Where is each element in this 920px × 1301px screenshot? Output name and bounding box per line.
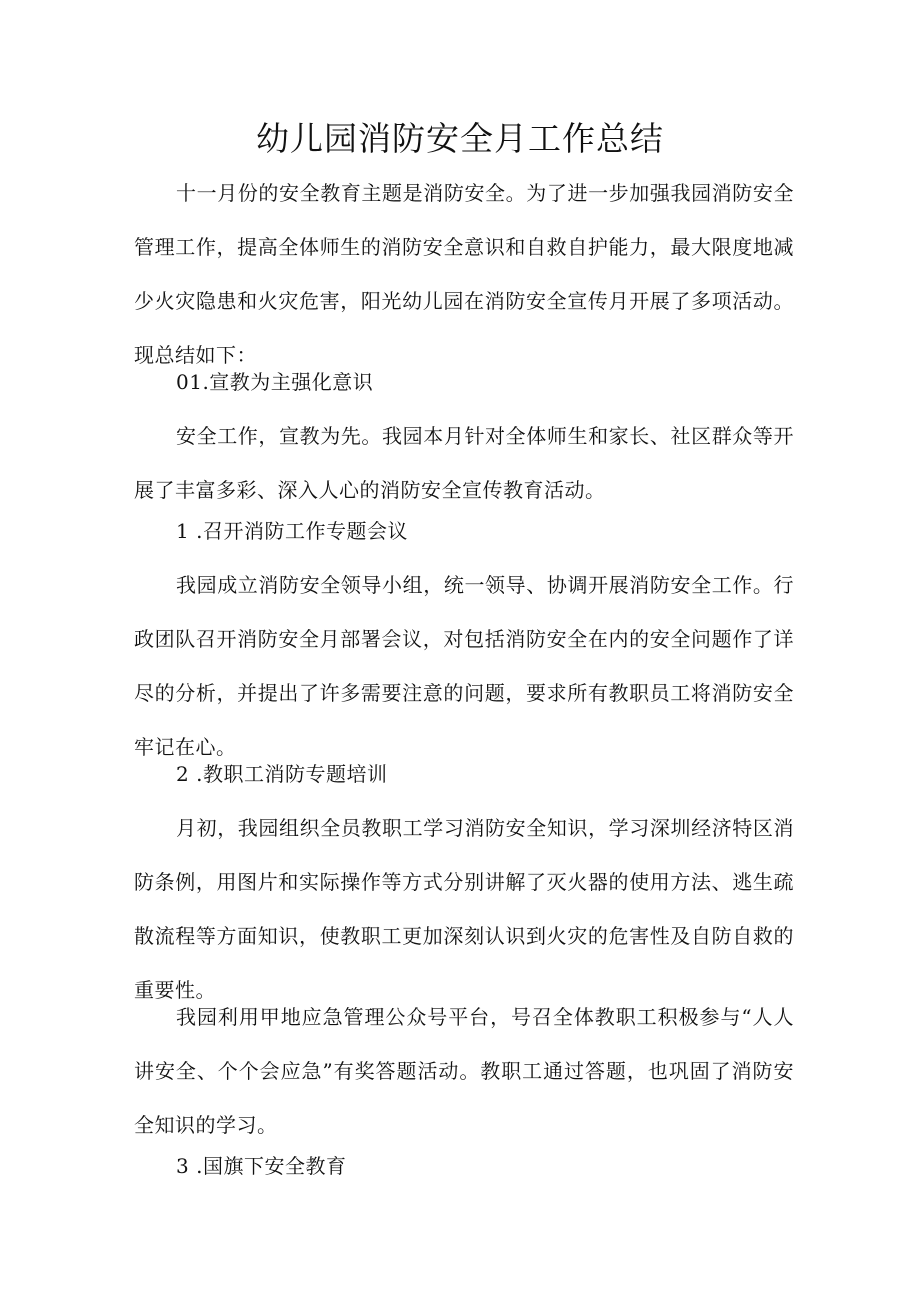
intro-paragraph: 十一月份的安全教育主题是消防安全。为了进一步加强我园消防安全管理工作，提高全体师生的消防安全意识和自救自护能力，最大限度地减少火灾隐患和火灾危害，阳光幼儿园在消防安全宣传月开展了多项活动。现总结如下： [134, 181, 794, 367]
subsection-2-paragraph-1: 月初，我园组织全员教职工学习消防安全知识，学习深圳经济特区消防条例，用图片和实际操作等方式分别讲解了灭火器的使用方法、逃生疏散流程等方面知识，使教职工更加深刻认识到火灾的危害性及自防自救的重要性。 [134, 816, 794, 1002]
section-01-paragraph: 安全工作，宣教为先。我园本月针对全体师生和家长、社区群众等开展了丰富多彩、深入人心的消防安全宣传教育活动。 [134, 424, 794, 502]
section-heading-01: 01.宣教为主强化意识 [176, 370, 374, 394]
subsection-2-paragraph-2: 我园利用甲地应急管理公众号平台，号召全体教职工积极参与“人人讲安全、个个会应急”有奖答题活动。教职工通过答题，也巩固了消防安全知识的学习。 [134, 1005, 794, 1137]
subsection-heading-3: 3 .国旗下安全教育 [176, 1154, 347, 1178]
document-title: 幼儿园消防安全月工作总结 [256, 119, 664, 158]
subsection-heading-2: 2 .教职工消防专题培训 [176, 762, 388, 786]
subsection-heading-1: 1 .召开消防工作专题会议 [176, 519, 408, 543]
subsection-1-paragraph: 我园成立消防安全领导小组，统一领导、协调开展消防安全工作。行政团队召开消防安全月部署会议，对包括消防安全在内的安全问题作了详尽的分析，并提出了许多需要注意的问题，要求所有教职员工将消防安全牢记在心。 [134, 573, 794, 759]
